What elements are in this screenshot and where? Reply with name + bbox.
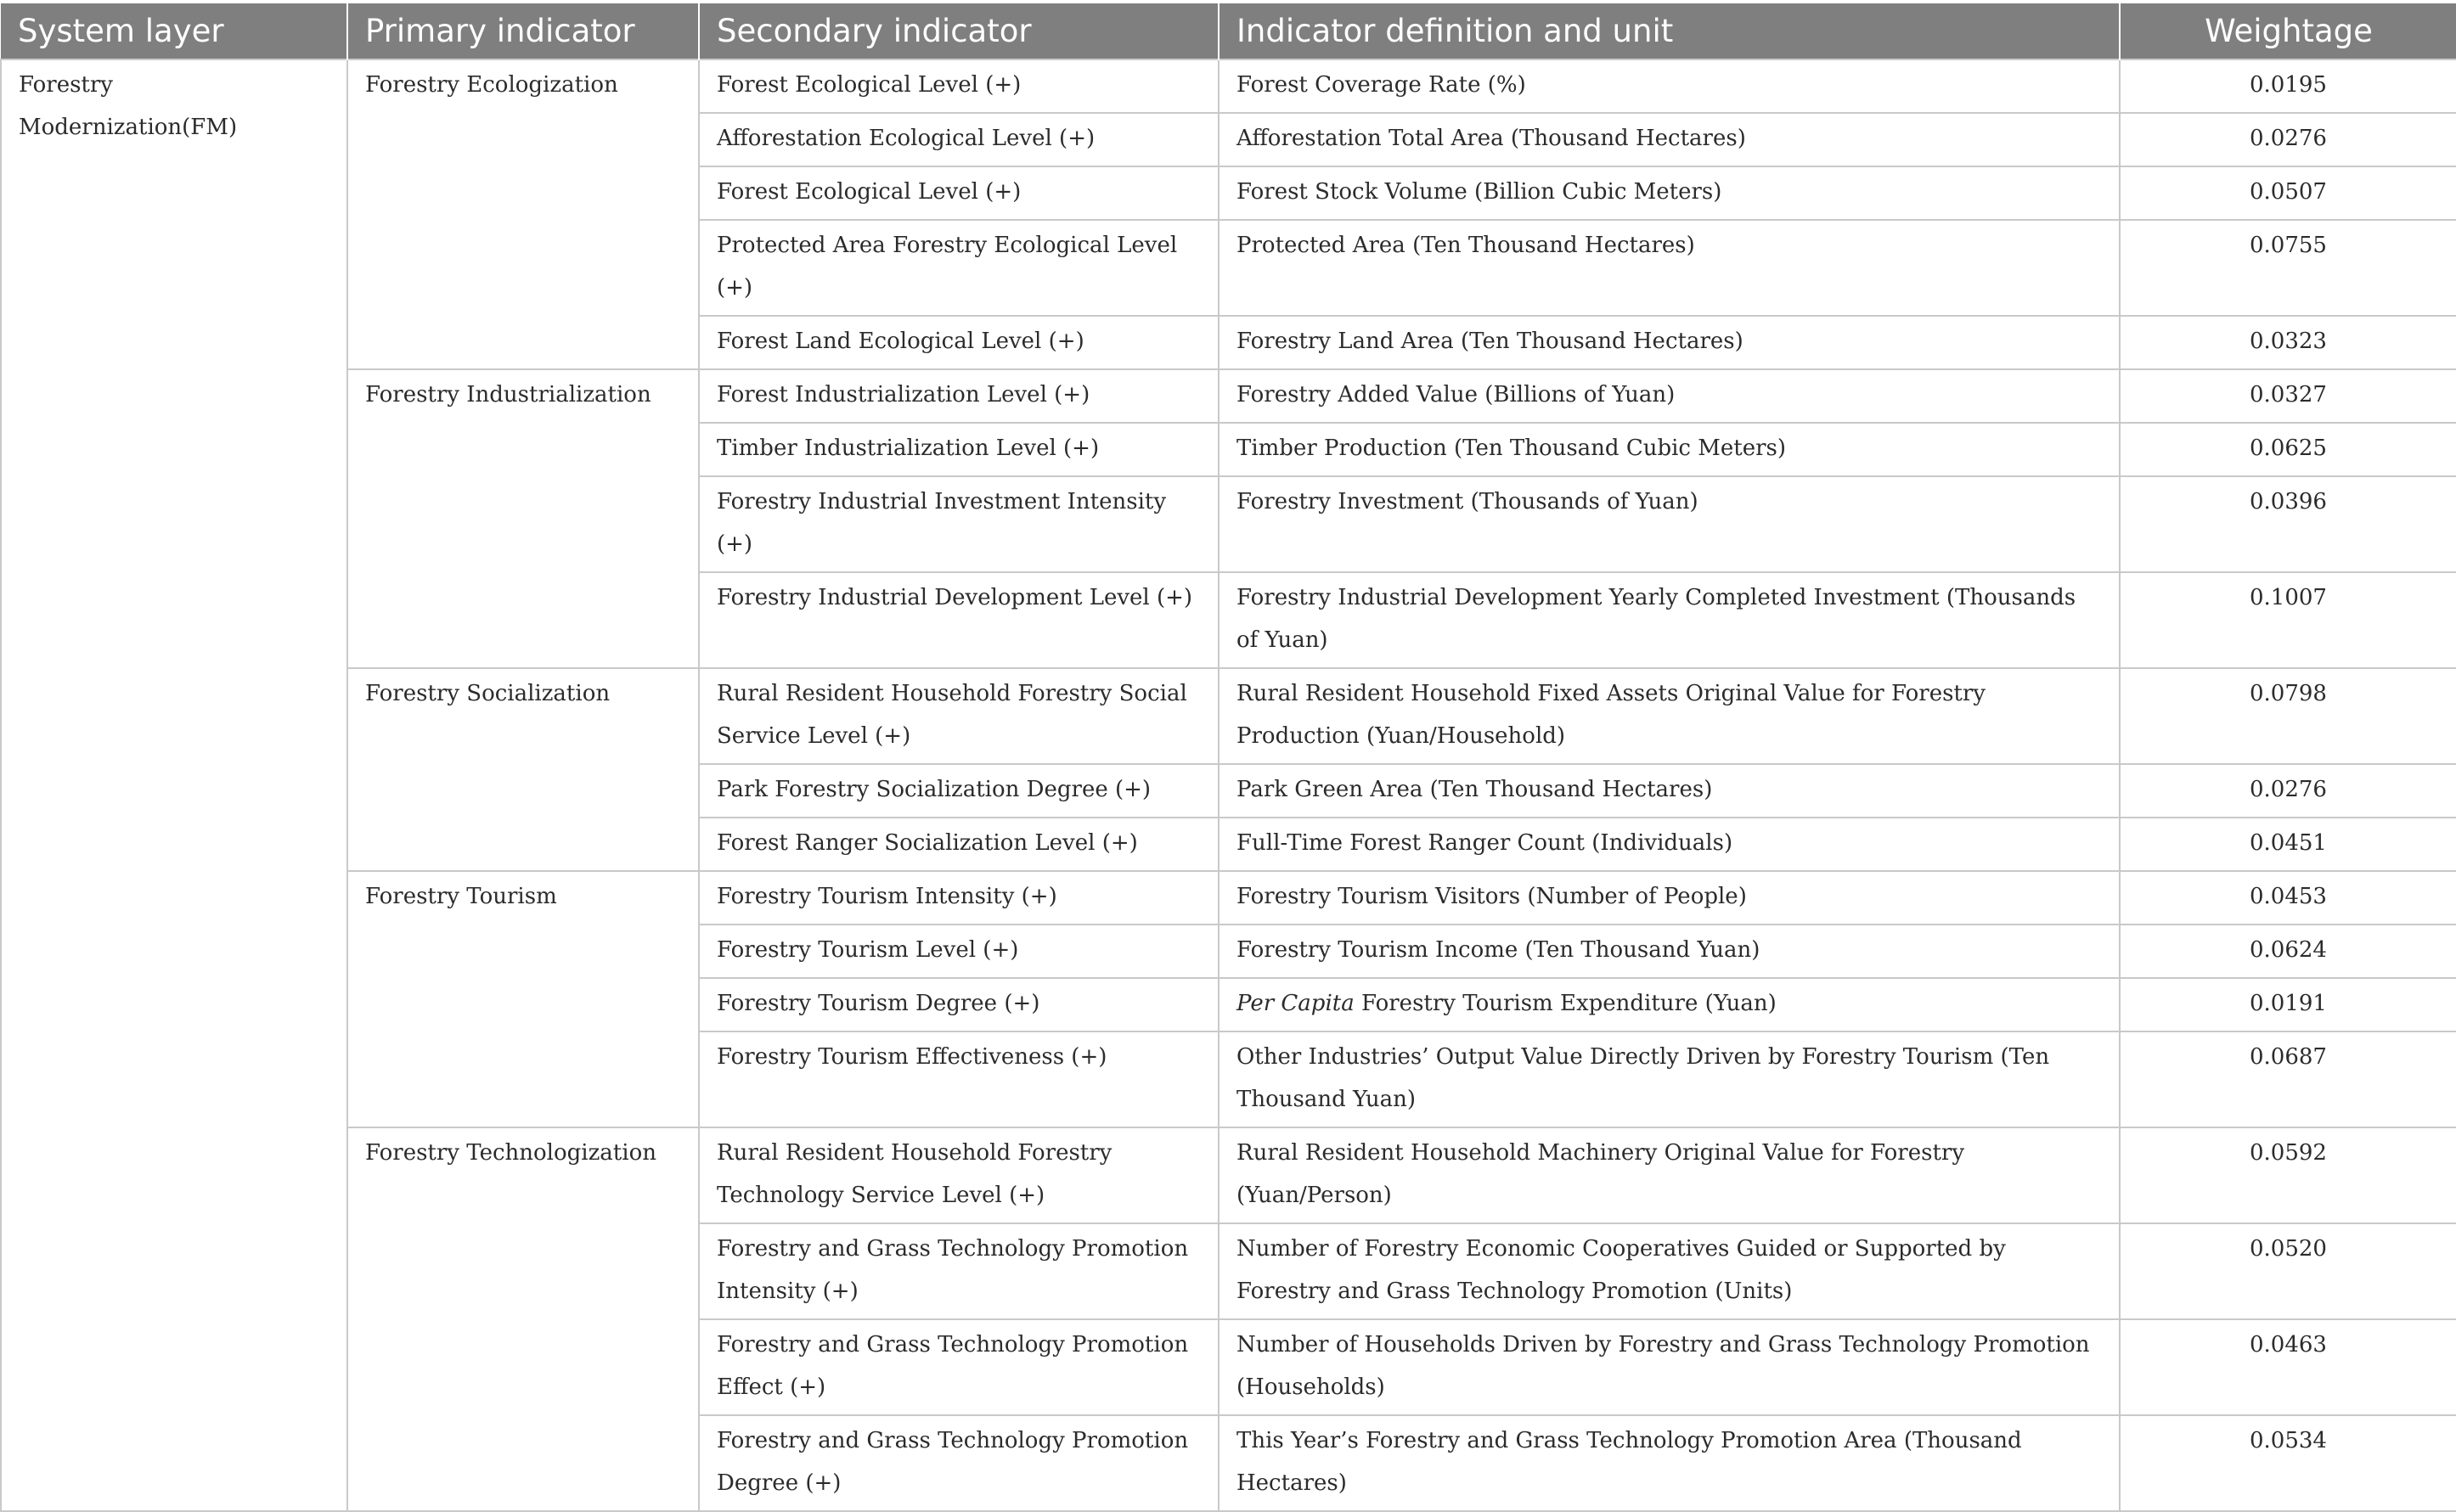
- definition-cell: Forestry Industrial Development Yearly Completed Investment (Thousands of Yuan): [1219, 572, 2120, 668]
- table-header: [1, 3, 2456, 59]
- weightage-cell: 0.0276: [2120, 764, 2456, 818]
- system-layer-cell: Forestry Modernization(FM): [1, 59, 347, 1511]
- secondary-indicator-cell: Forestry Tourism Degree (+): [699, 978, 1219, 1031]
- definition-cell: Rural Resident Household Machinery Original Value for Forestry (Yuan/Person): [1219, 1127, 2120, 1223]
- weightage-cell: 0.0755: [2120, 220, 2456, 316]
- indicator-table: [0, 3, 2456, 1512]
- weightage-cell: 0.0396: [2120, 476, 2456, 572]
- header-weightage: Weightage: [2120, 3, 2456, 59]
- definition-cell: Forestry Tourism Visitors (Number of People): [1219, 871, 2120, 925]
- weightage-cell: 0.0276: [2120, 113, 2456, 166]
- secondary-indicator-cell: Afforestation Ecological Level (+): [699, 113, 1219, 166]
- weightage-cell: 0.0624: [2120, 925, 2456, 978]
- weightage-cell: 0.0451: [2120, 818, 2456, 871]
- table-row: [1, 668, 2456, 764]
- weightage-cell: 0.0195: [2120, 59, 2456, 113]
- table-row: [1, 59, 2456, 113]
- definition-cell: Other Industries’ Output Value Directly Driven by Forestry Tourism (Ten Thousand Yuan): [1219, 1031, 2120, 1127]
- definition-cell: Afforestation Total Area (Thousand Hectares): [1219, 113, 2120, 166]
- primary-indicator-cell: Forestry Industrialization: [347, 369, 699, 668]
- secondary-indicator-cell: Forest Ecological Level (+): [699, 59, 1219, 113]
- secondary-indicator-cell: Park Forestry Socialization Degree (+): [699, 764, 1219, 818]
- weightage-cell: 0.0323: [2120, 316, 2456, 369]
- table-row: [1, 369, 2456, 423]
- secondary-indicator-cell: Forest Land Ecological Level (+): [699, 316, 1219, 369]
- weightage-cell: 0.1007: [2120, 572, 2456, 668]
- weightage-cell: 0.0687: [2120, 1031, 2456, 1127]
- definition-cell: Protected Area (Ten Thousand Hectares): [1219, 220, 2120, 316]
- secondary-indicator-cell: Forestry and Grass Technology Promotion Intensity (+): [699, 1223, 1219, 1319]
- secondary-indicator-cell: Forestry and Grass Technology Promotion Effect (+): [699, 1319, 1219, 1415]
- definition-cell: Forestry Added Value (Billions of Yuan): [1219, 369, 2120, 423]
- secondary-indicator-cell: Rural Resident Household Forestry Social Service Level (+): [699, 668, 1219, 764]
- table-body: [1, 59, 2456, 1511]
- header-row: [1, 3, 2456, 59]
- definition-cell: Number of Households Driven by Forestry and Grass Technology Promotion (Households): [1219, 1319, 2120, 1415]
- definition-cell: Timber Production (Ten Thousand Cubic Meters): [1219, 423, 2120, 476]
- primary-indicator-cell: Forestry Socialization: [347, 668, 699, 871]
- secondary-indicator-cell: Rural Resident Household Forestry Technology Service Level (+): [699, 1127, 1219, 1223]
- weightage-cell: 0.0592: [2120, 1127, 2456, 1223]
- secondary-indicator-cell: Forest Industrialization Level (+): [699, 369, 1219, 423]
- weightage-cell: 0.0327: [2120, 369, 2456, 423]
- weightage-cell: 0.0798: [2120, 668, 2456, 764]
- table-row: [1, 871, 2456, 925]
- table-row: [1, 1127, 2456, 1223]
- secondary-indicator-cell: Forestry Industrial Investment Intensity (+): [699, 476, 1219, 572]
- definition-cell: Number of Forestry Economic Cooperatives Guided or Supported by Forestry and Grass Technology Promotion (Units): [1219, 1223, 2120, 1319]
- secondary-indicator-cell: Forest Ranger Socialization Level (+): [699, 818, 1219, 871]
- definition-cell: Park Green Area (Ten Thousand Hectares): [1219, 764, 2120, 818]
- weightage-cell: 0.0191: [2120, 978, 2456, 1031]
- definition-cell: Forestry Investment (Thousands of Yuan): [1219, 476, 2120, 572]
- weightage-cell: 0.0534: [2120, 1415, 2456, 1511]
- primary-indicator-cell: Forestry Tourism: [347, 871, 699, 1127]
- primary-indicator-cell: Forestry Ecologization: [347, 59, 699, 369]
- secondary-indicator-cell: Timber Industrialization Level (+): [699, 423, 1219, 476]
- primary-indicator-cell: Forestry Technologization: [347, 1127, 699, 1511]
- weightage-cell: 0.0453: [2120, 871, 2456, 925]
- header-definition: Indicator definition and unit: [1219, 3, 2120, 59]
- definition-cell: [1219, 978, 2120, 1031]
- definition-cell: Forestry Land Area (Ten Thousand Hectares): [1219, 316, 2120, 369]
- weightage-cell: 0.0520: [2120, 1223, 2456, 1319]
- definition-text: Forestry Tourism Expenditure (Yuan): [1354, 991, 1777, 1016]
- header-system-layer: System layer: [1, 3, 347, 59]
- secondary-indicator-cell: Protected Area Forestry Ecological Level (+): [699, 220, 1219, 316]
- secondary-indicator-cell: Forestry Tourism Intensity (+): [699, 871, 1219, 925]
- secondary-indicator-cell: Forestry and Grass Technology Promotion Degree (+): [699, 1415, 1219, 1511]
- definition-cell: Forest Stock Volume (Billion Cubic Meters): [1219, 166, 2120, 220]
- secondary-indicator-cell: Forestry Tourism Level (+): [699, 925, 1219, 978]
- secondary-indicator-cell: Forestry Industrial Development Level (+): [699, 572, 1219, 668]
- definition-italic-text: Per Capita: [1236, 991, 1355, 1016]
- definition-cell: Forestry Tourism Income (Ten Thousand Yuan): [1219, 925, 2120, 978]
- secondary-indicator-cell: Forest Ecological Level (+): [699, 166, 1219, 220]
- definition-cell: This Year’s Forestry and Grass Technology Promotion Area (Thousand Hectares): [1219, 1415, 2120, 1511]
- header-secondary-indicator: Secondary indicator: [699, 3, 1219, 59]
- secondary-indicator-cell: Forestry Tourism Effectiveness (+): [699, 1031, 1219, 1127]
- weightage-cell: 0.0463: [2120, 1319, 2456, 1415]
- definition-cell: Forest Coverage Rate (%): [1219, 59, 2120, 113]
- header-primary-indicator: Primary indicator: [347, 3, 699, 59]
- weightage-cell: 0.0507: [2120, 166, 2456, 220]
- definition-cell: Rural Resident Household Fixed Assets Original Value for Forestry Production (Yuan/Household): [1219, 668, 2120, 764]
- definition-cell: Full-Time Forest Ranger Count (Individuals): [1219, 818, 2120, 871]
- weightage-cell: 0.0625: [2120, 423, 2456, 476]
